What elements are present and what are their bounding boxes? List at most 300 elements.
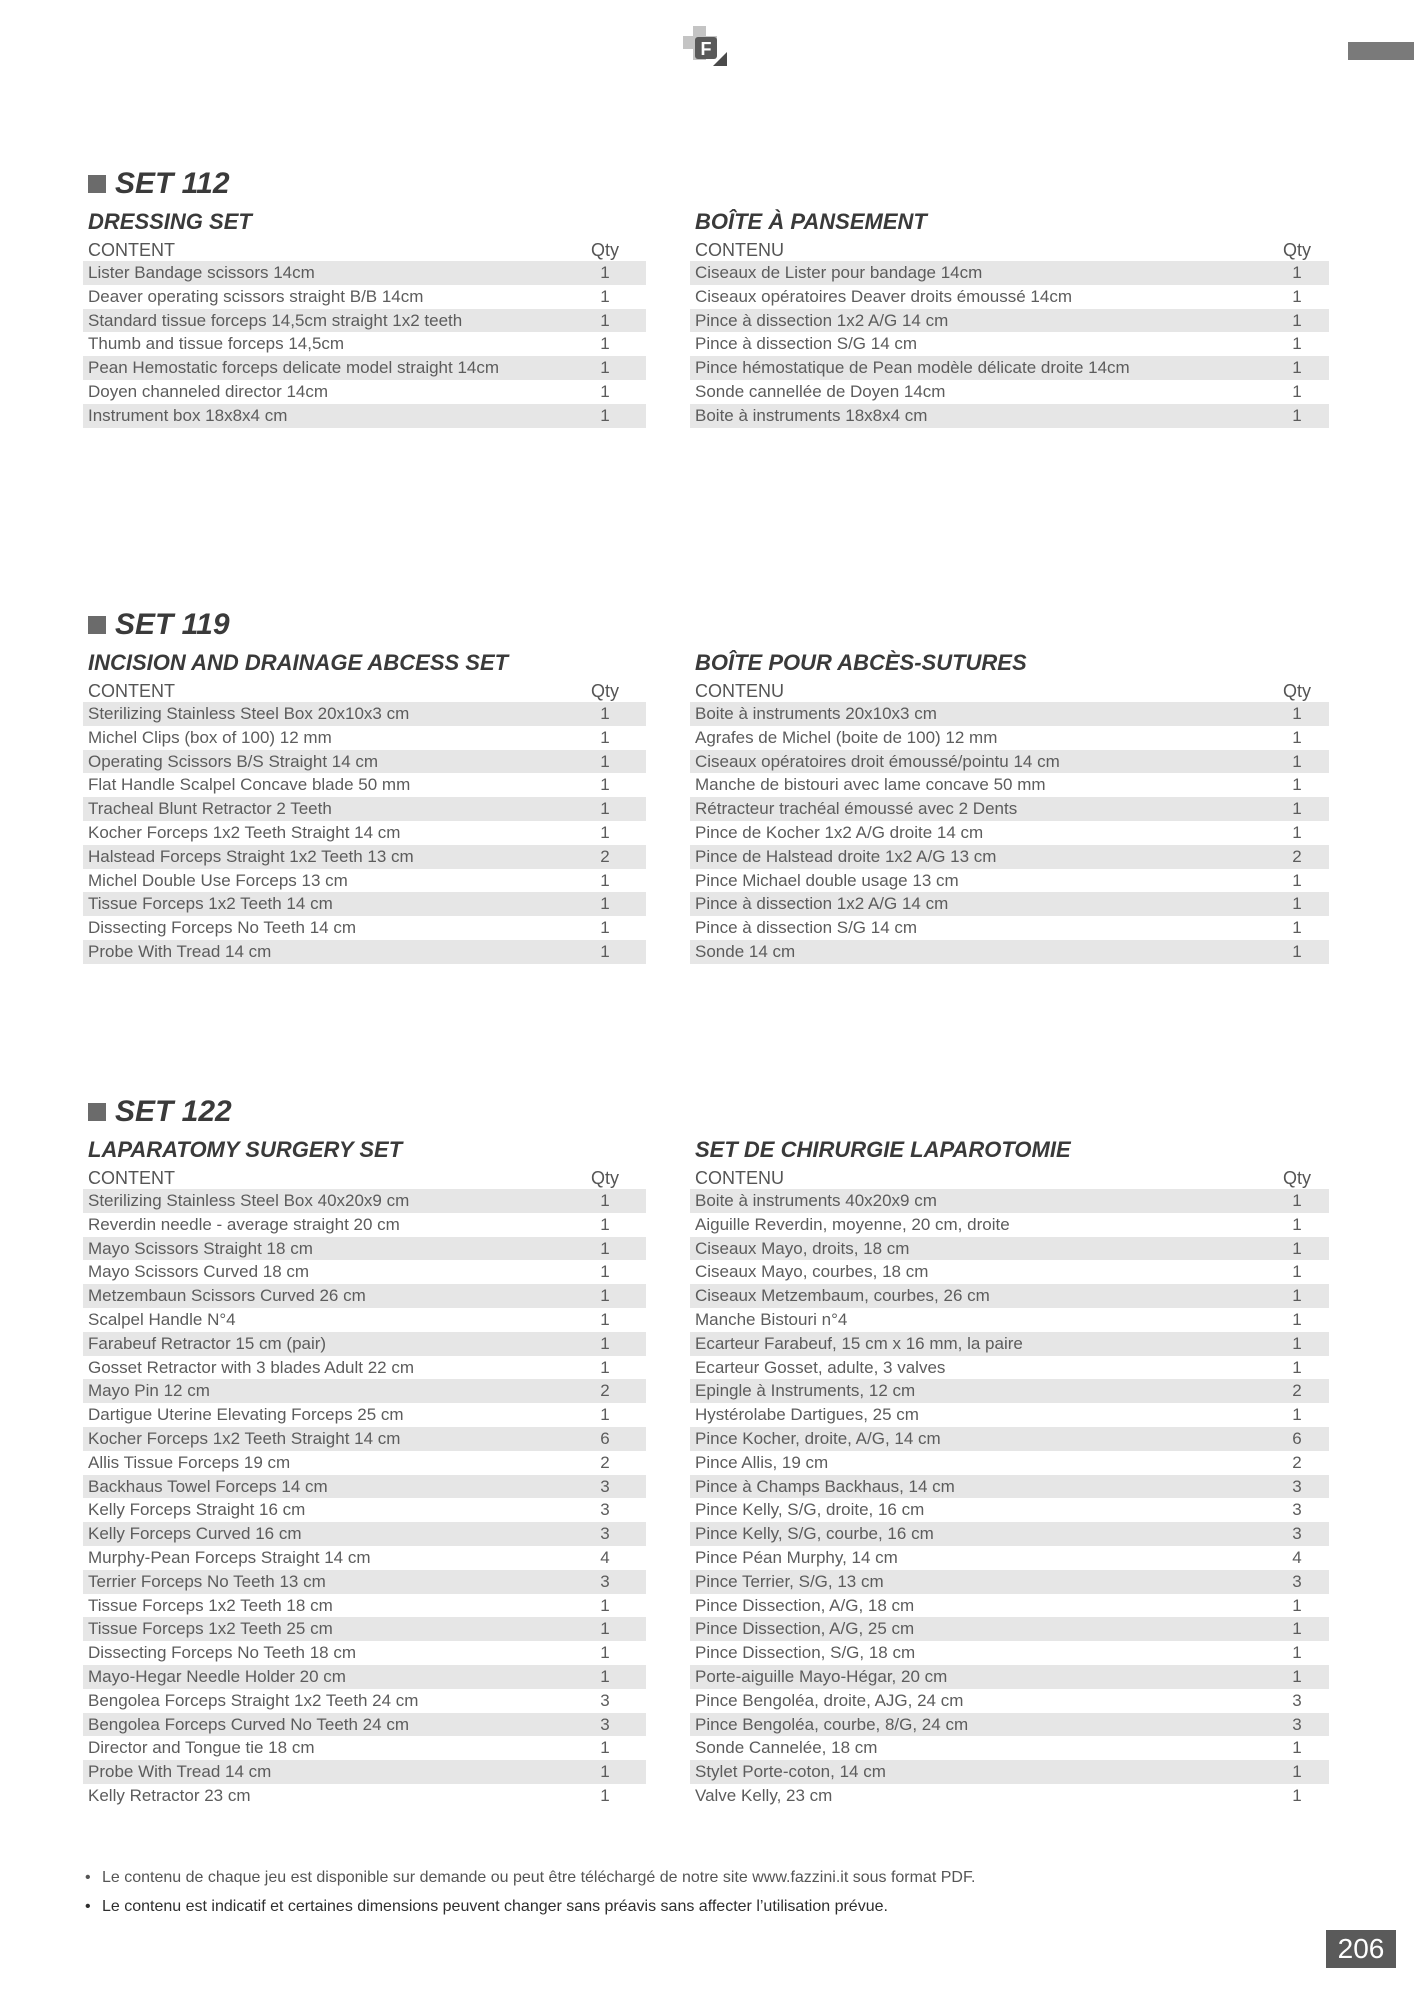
table-row [690,1213,1329,1237]
item-quantity: 3 [1292,1524,1302,1544]
item-name: Lister Bandage scissors 14cm [88,263,315,282]
item-quantity: 1 [1292,358,1302,378]
item-quantity: 1 [1292,727,1302,747]
item-name: Tissue Forceps 1x2 Teeth 14 cm [88,894,333,914]
table-row [83,1498,646,1522]
item-quantity: 1 [1292,1238,1302,1258]
table-row [83,1713,646,1737]
set-title-en: INCISION AND DRAINAGE ABCESS SET [88,650,509,675]
item-quantity: 1 [1292,381,1302,401]
set-title-fr: SET DE CHIRURGIE LAPAROTOMIE [695,1137,1071,1162]
item-name: Mayo Pin 12 cm [88,1381,210,1401]
table-row [690,773,1329,797]
table-row [83,332,646,356]
table-header [83,679,646,703]
qty-column-header: Qty [590,681,619,701]
item-quantity: 2 [600,1452,610,1472]
table-row [83,821,646,845]
table-row [83,1760,646,1784]
item-quantity: 1 [600,870,610,890]
item-quantity: 1 [600,894,610,914]
table-row [690,285,1329,309]
table-row [83,404,646,428]
item-name: Sterilizing Stainless Steel Box 20x10x3 cm [88,704,410,723]
set-heading [88,607,230,643]
set-title-fr: BOÎTE À PANSEMENT [695,209,927,234]
item-name: Deaver operating scissors straight B/B 14cm [88,286,424,306]
item-name: Doyen channeled director 14cm [88,381,329,401]
table-row [690,332,1329,356]
table-body [83,261,646,428]
table-row [690,1284,1329,1308]
table-row [690,940,1329,964]
table-row [83,845,646,869]
table-row [690,1617,1329,1641]
table-row [83,1237,646,1261]
item-quantity: 1 [1292,1762,1302,1782]
table-row [690,380,1329,404]
item-quantity: 1 [1292,1262,1302,1282]
item-quantity: 1 [600,1762,610,1782]
table-row [690,261,1329,285]
table-header [83,238,646,262]
item-quantity: 1 [1292,1357,1302,1377]
item-quantity: 1 [600,1191,610,1210]
item-quantity: 1 [1292,1666,1302,1686]
item-quantity: 3 [600,1500,610,1520]
item-name: Ecarteur Farabeuf, 15 cm x 16 mm, la paire [695,1333,1023,1353]
item-quantity: 1 [600,263,610,282]
item-quantity: 3 [600,1690,610,1710]
item-quantity: 1 [600,1238,610,1258]
item-name: Pince à dissection 1x2 A/G 14 cm [695,894,949,914]
logo-letter: F [700,39,712,59]
item-quantity: 3 [600,1476,610,1496]
item-quantity: 1 [1292,1286,1302,1306]
table-row [690,892,1329,916]
table-row [690,1332,1329,1356]
table-row [690,1308,1329,1332]
table-row [690,1451,1329,1475]
item-quantity: 1 [1292,1214,1302,1234]
table-row [690,1736,1329,1760]
content-column-header: CONTENT [88,240,175,260]
item-quantity: 2 [600,1381,610,1401]
item-quantity: 1 [600,1643,610,1663]
item-name: Boite à instruments 40x20x9 cm [695,1191,937,1210]
set-number: SET 119 [115,608,230,641]
table-header [690,1166,1329,1190]
item-name: Pince Kelly, S/G, droite, 16 cm [695,1500,925,1520]
item-quantity: 1 [1292,310,1302,330]
item-name: Pince Kelly, S/G, courbe, 16 cm [695,1524,934,1544]
table-body [690,261,1329,428]
item-quantity: 1 [1292,334,1302,354]
table-row [690,1784,1329,1808]
table-body [690,1189,1329,1808]
item-name: Ciseaux Mayo, courbes, 18 cm [695,1262,929,1282]
table-row [83,1284,646,1308]
item-quantity: 2 [1292,1381,1302,1401]
item-name: Thumb and tissue forceps 14,5cm [88,334,345,354]
table-row [690,1713,1329,1737]
bullet-icon [85,1866,102,1890]
item-name: Halstead Forceps Straight 1x2 Teeth 13 cm [88,846,414,866]
item-name: Pince Dissection, S/G, 18 cm [695,1643,916,1663]
content-column-header: CONTENT [88,1168,175,1188]
table-row [83,1689,646,1713]
set-heading [88,166,230,202]
item-quantity: 1 [600,1286,610,1306]
item-name: Manche de bistouri avec lame concave 50 mm [695,775,1046,795]
item-name: Sonde cannellée de Doyen 14cm [695,381,946,401]
item-name: Pince Bengoléa, courbe, 8/G, 24 cm [695,1714,969,1734]
item-quantity: 1 [1292,1309,1302,1329]
table-row [690,356,1329,380]
table-row [83,726,646,750]
table-row [83,1546,646,1570]
table-row [690,869,1329,893]
table-row [690,1665,1329,1689]
set-number: SET 122 [115,1095,232,1128]
item-quantity: 1 [600,751,610,771]
item-name: Farabeuf Retractor 15 cm (pair) [88,1333,327,1353]
table-row [690,309,1329,333]
table-row [690,1189,1329,1213]
item-quantity: 1 [600,405,610,425]
item-name: Pince Allis, 19 cm [695,1452,829,1472]
item-name: Director and Tongue tie 18 cm [88,1738,315,1758]
set-heading [88,1094,232,1130]
item-name: Gosset Retractor with 3 blades Adult 22 cm [88,1357,414,1377]
square-bullet-icon [88,616,106,634]
table-header [690,238,1329,262]
item-name: Dissecting Forceps No Teeth 18 cm [88,1643,357,1663]
item-quantity: 3 [600,1524,610,1544]
table-header [83,1166,646,1190]
footnote-text: Le contenu de chaque jeu est disponible sur demande ou peut être téléchargé de notre site www.fazzini.it sous format PDF. [102,1869,976,1886]
qty-column-header: Qty [1282,1168,1311,1188]
item-quantity: 1 [1292,751,1302,771]
item-quantity: 1 [600,1785,610,1805]
item-quantity: 1 [600,1619,610,1639]
table-row [83,1308,646,1332]
item-quantity: 3 [600,1571,610,1591]
footnote [85,1866,975,1890]
table-row [83,356,646,380]
item-name: Pince Péan Murphy, 14 cm [695,1547,898,1567]
item-name: Michel Double Use Forceps 13 cm [88,870,348,890]
item-name: Epingle à Instruments, 12 cm [695,1381,916,1401]
item-name: Pince Dissection, A/G, 18 cm [695,1595,915,1615]
item-quantity: 2 [1292,846,1302,866]
item-name: Sterilizing Stainless Steel Box 40x20x9 cm [88,1191,410,1210]
item-name: Bengolea Forceps Curved No Teeth 24 cm [88,1714,409,1734]
item-quantity: 1 [600,1595,610,1615]
item-quantity: 1 [1292,1785,1302,1805]
set-number: SET 112 [115,167,230,200]
table-row [83,940,646,964]
item-quantity: 1 [600,918,610,938]
item-name: Sonde 14 cm [695,941,796,961]
item-name: Flat Handle Scalpel Concave blade 50 mm [88,775,411,795]
content-column-header: CONTENU [695,240,784,260]
table-row [83,285,646,309]
item-quantity: 4 [600,1547,610,1567]
item-name: Kelly Forceps Straight 16 cm [88,1500,306,1520]
table-row [690,404,1329,428]
item-quantity: 3 [1292,1476,1302,1496]
item-name: Pince hémostatique de Pean modèle délicate droite 14cm [695,358,1130,378]
item-quantity: 1 [600,310,610,330]
table-row [83,1617,646,1641]
item-name: Ecarteur Gosset, adulte, 3 valves [695,1357,946,1377]
item-quantity: 1 [1292,263,1302,282]
qty-column-header: Qty [590,1168,619,1188]
table-row [83,1475,646,1499]
table-row [83,1379,646,1403]
table-row [83,1451,646,1475]
table-row [690,1594,1329,1618]
item-name: Probe With Tread 14 cm [88,1762,272,1782]
item-name: Aiguille Reverdin, moyenne, 20 cm, droite [695,1214,1010,1234]
item-name: Terrier Forceps No Teeth 13 cm [88,1571,326,1591]
item-name: Pince Michael double usage 13 cm [695,870,959,890]
table-row [83,261,646,285]
item-name: Allis Tissue Forceps 19 cm [88,1452,291,1472]
item-name: Dartigue Uterine Elevating Forceps 25 cm [88,1405,404,1425]
fazzini-logo-icon [683,26,729,68]
table-row [690,916,1329,940]
item-name: Instrument box 18x8x4 cm [88,405,288,425]
item-quantity: 1 [1292,1595,1302,1615]
table-row [690,1760,1329,1784]
table-row [690,1570,1329,1594]
item-name: Michel Clips (box of 100) 12 mm [88,727,332,747]
item-name: Ciseaux Metzembaum, courbes, 26 cm [695,1286,990,1306]
item-quantity: 1 [1292,1619,1302,1639]
item-name: Hystérolabe Dartigues, 25 cm [695,1405,919,1425]
table-row [690,1260,1329,1284]
item-name: Kelly Forceps Curved 16 cm [88,1524,302,1544]
item-quantity: 1 [600,358,610,378]
item-quantity: 1 [1292,775,1302,795]
item-name: Ciseaux opératoires Deaver droits émoussé 14cm [695,286,1073,306]
set-title-fr: BOÎTE POUR ABCÈS-SUTURES [695,650,1027,675]
table-row [83,797,646,821]
table-row [83,1522,646,1546]
item-quantity: 3 [1292,1571,1302,1591]
table-row [690,821,1329,845]
table-row [690,1403,1329,1427]
item-name: Backhaus Towel Forceps 14 cm [88,1476,328,1496]
table-row [83,1260,646,1284]
item-quantity: 1 [600,822,610,842]
item-quantity: 1 [1292,1643,1302,1663]
item-quantity: 1 [1292,799,1302,819]
item-name: Reverdin needle - average straight 20 cm [88,1214,400,1234]
item-name: Pince Bengoléa, droite, AJG, 24 cm [695,1690,964,1710]
table-row [83,380,646,404]
page-number-badge: 206 [1326,1930,1396,1968]
table-row [690,1641,1329,1665]
item-name: Pince à dissection S/G 14 cm [695,334,918,354]
table-row [83,869,646,893]
top-right-tab-bar [1348,42,1414,60]
table-row [83,1356,646,1380]
item-name: Valve Kelly, 23 cm [695,1785,833,1805]
item-quantity: 1 [600,381,610,401]
table-row [83,1427,646,1451]
item-name: Ciseaux de Lister pour bandage 14cm [695,263,983,282]
item-name: Pince à dissection S/G 14 cm [695,918,918,938]
item-name: Pince à Champs Backhaus, 14 cm [695,1476,955,1496]
item-quantity: 3 [1292,1714,1302,1734]
footnote-text: Le contenu est indicatif et certaines dimensions peuvent changer sans préavis sans affecter l’utilisation prévue. [102,1898,888,1915]
item-quantity: 1 [1292,870,1302,890]
item-name: Pince de Kocher 1x2 A/G droite 14 cm [695,822,984,842]
table-row [83,916,646,940]
item-name: Scalpel Handle N°4 [88,1309,236,1329]
item-quantity: 3 [1292,1500,1302,1520]
content-column-header: CONTENT [88,681,175,701]
item-name: Mayo-Hegar Needle Holder 20 cm [88,1666,346,1686]
item-name: Stylet Porte-coton, 14 cm [695,1762,886,1782]
table-row [690,1522,1329,1546]
table-row [83,1213,646,1237]
qty-column-header: Qty [1282,240,1311,260]
item-name: Pince Kocher, droite, A/G, 14 cm [695,1428,941,1448]
item-name: Sonde Cannelée, 18 cm [695,1738,878,1758]
item-name: Operating Scissors B/S Straight 14 cm [88,751,379,771]
item-name: Tissue Forceps 1x2 Teeth 18 cm [88,1595,333,1615]
item-name: Mayo Scissors Curved 18 cm [88,1262,310,1282]
item-quantity: 1 [600,1357,610,1377]
item-name: Ciseaux opératoires droit émoussé/pointu 14 cm [695,751,1060,771]
table-row [690,1475,1329,1499]
item-name: Tracheal Blunt Retractor 2 Teeth [88,799,332,819]
table-row [83,309,646,333]
item-name: Pean Hemostatic forceps delicate model straight 14cm [88,358,500,378]
item-name: Pince à dissection 1x2 A/G 14 cm [695,310,949,330]
table-row [690,1546,1329,1570]
item-quantity: 1 [600,1738,610,1758]
item-name: Metzembaun Scissors Curved 26 cm [88,1286,366,1306]
item-quantity: 2 [600,846,610,866]
item-quantity: 1 [1292,1333,1302,1353]
table-row [83,1570,646,1594]
item-name: Porte-aiguille Mayo-Hégar, 20 cm [695,1666,948,1686]
item-quantity: 1 [600,286,610,306]
set-title-en: LAPARATOMY SURGERY SET [88,1137,403,1162]
item-quantity: 3 [1292,1690,1302,1710]
table-row [690,1498,1329,1522]
content-column-header: CONTENU [695,681,784,701]
footnote [85,1895,888,1919]
qty-column-header: Qty [1282,681,1311,701]
item-name: Manche Bistouri n°4 [695,1309,848,1329]
bullet-icon [85,1895,102,1919]
table-row [83,1403,646,1427]
item-quantity: 1 [600,799,610,819]
item-name: Boite à instruments 20x10x3 cm [695,704,937,723]
item-name: Standard tissue forceps 14,5cm straight 1x2 teeth [88,310,463,330]
qty-column-header: Qty [590,240,619,260]
item-quantity: 1 [600,775,610,795]
item-quantity: 1 [600,1262,610,1282]
item-quantity: 1 [600,334,610,354]
table-row [690,797,1329,821]
table-row [83,892,646,916]
table-row [83,1332,646,1356]
item-quantity: 1 [1292,894,1302,914]
item-name: Kelly Retractor 23 cm [88,1785,251,1805]
item-quantity: 1 [1292,1405,1302,1425]
item-quantity: 1 [1292,1191,1302,1210]
table-row [690,726,1329,750]
table-row [690,750,1329,774]
item-name: Tissue Forceps 1x2 Teeth 25 cm [88,1619,333,1639]
item-quantity: 1 [1292,704,1302,723]
item-name: Pince Terrier, S/G, 13 cm [695,1571,884,1591]
item-quantity: 1 [1292,286,1302,306]
item-quantity: 1 [600,1405,610,1425]
item-quantity: 6 [1292,1428,1302,1448]
item-name: Boite à instruments 18x8x4 cm [695,405,928,425]
table-row [83,750,646,774]
table-row [690,702,1329,726]
item-quantity: 1 [1292,405,1302,425]
table-row [83,1594,646,1618]
item-quantity: 3 [600,1714,610,1734]
item-name: Pince de Halstead droite 1x2 A/G 13 cm [695,846,997,866]
item-quantity: 2 [1292,1452,1302,1472]
table-body [690,702,1329,964]
table-body [83,1189,646,1808]
content-column-header: CONTENU [695,1168,784,1188]
item-quantity: 1 [1292,822,1302,842]
square-bullet-icon [88,175,106,193]
table-row [690,1427,1329,1451]
item-name: Rétracteur trachéal émoussé avec 2 Dents [695,799,1018,819]
item-quantity: 1 [1292,918,1302,938]
table-row [690,1689,1329,1713]
item-name: Mayo Scissors Straight 18 cm [88,1238,313,1258]
item-name: Probe With Tread 14 cm [88,941,272,961]
table-row [83,1641,646,1665]
item-name: Agrafes de Michel (boite de 100) 12 mm [695,727,998,747]
table-row [83,1784,646,1808]
table-body [83,702,646,964]
item-quantity: 1 [600,941,610,961]
table-row [690,1237,1329,1261]
item-quantity: 4 [1292,1547,1302,1567]
item-quantity: 1 [600,704,610,723]
table-row [83,1665,646,1689]
item-name: Pince Dissection, A/G, 25 cm [695,1619,915,1639]
set-title-en: DRESSING SET [88,209,252,234]
item-quantity: 1 [600,1214,610,1234]
table-row [83,1736,646,1760]
table-row [83,773,646,797]
item-name: Murphy-Pean Forceps Straight 14 cm [88,1547,371,1567]
item-quantity: 1 [600,1309,610,1329]
item-name: Ciseaux Mayo, droits, 18 cm [695,1238,910,1258]
table-row [83,1189,646,1213]
item-name: Kocher Forceps 1x2 Teeth Straight 14 cm [88,1428,401,1448]
table-header [690,679,1329,703]
item-name: Bengolea Forceps Straight 1x2 Teeth 24 cm [88,1690,419,1710]
